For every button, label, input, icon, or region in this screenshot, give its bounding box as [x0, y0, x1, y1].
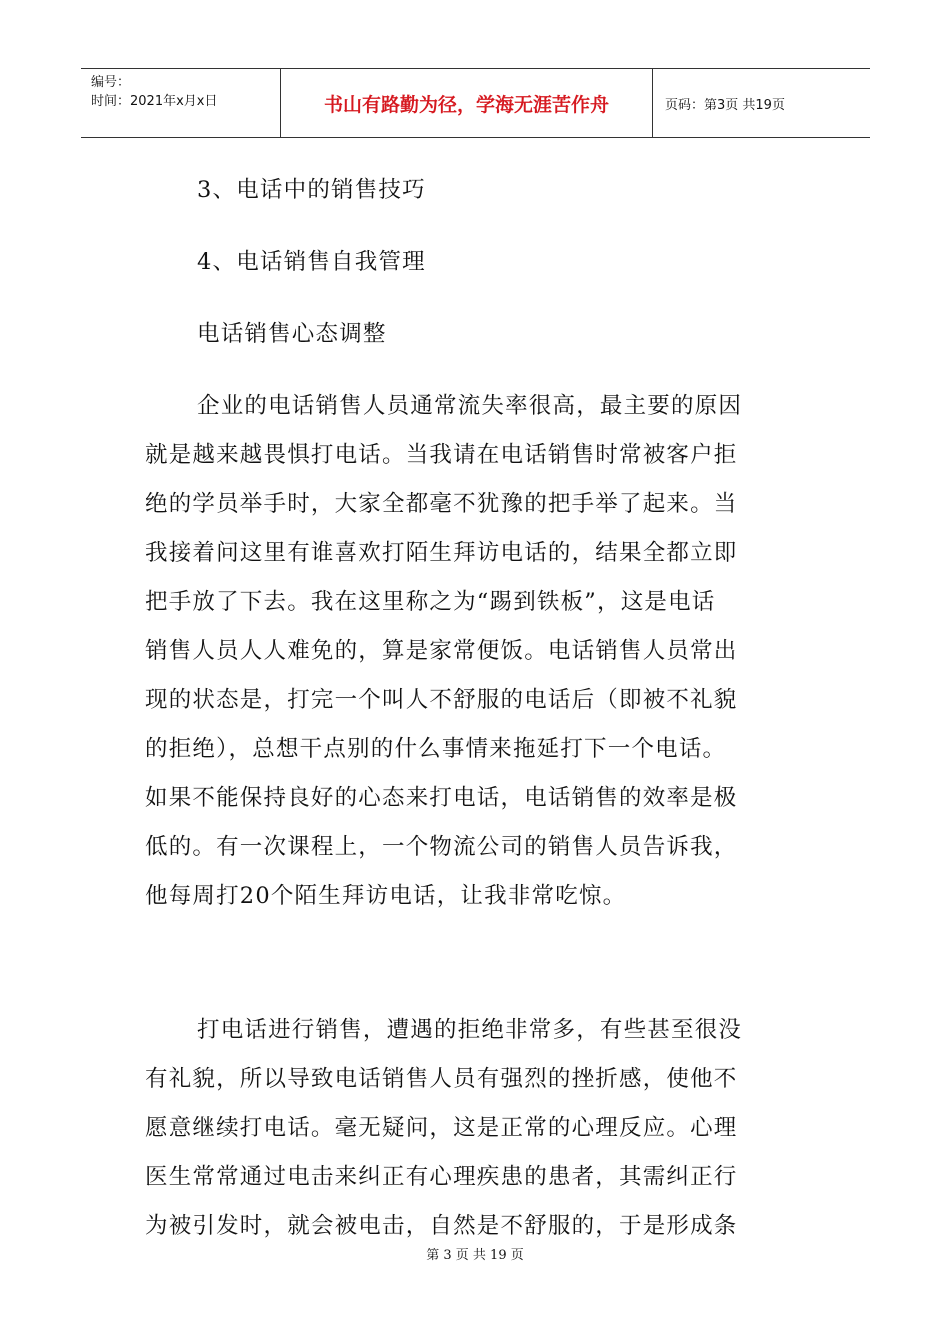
paragraph-line: 医生常常通过电击来纠正有心理疾患的患者，其需纠正行	[145, 1164, 738, 1190]
paragraph-line: 就是越来越畏惧打电话。当我请在电话销售时常被客户拒	[145, 442, 738, 468]
section-heading: 电话销售心态调整	[197, 321, 387, 347]
list-item: 3、电话中的销售技巧	[197, 177, 426, 203]
page-header	[81, 68, 870, 138]
header-motto-cell	[281, 69, 653, 137]
paragraph-line: 低的。有一次课程上，一个物流公司的销售人员告诉我，	[145, 834, 738, 860]
paragraph-line: 打电话进行销售，遭遇的拒绝非常多，有些甚至很没	[197, 1017, 743, 1043]
paragraph-line: 现的状态是，打完一个叫人不舒服的电话后（即被不礼貌	[145, 687, 738, 713]
list-item: 4、电话销售自我管理	[197, 249, 426, 275]
paragraph-line: 我接着问这里有谁喜欢打陌生拜访电话的，结果全都立即	[145, 540, 738, 566]
paragraph-line: 的拒绝），总想干点别的什么事情来拖延打下一个电话。	[145, 736, 727, 762]
header-meta	[81, 69, 281, 137]
header-page-cell	[653, 69, 870, 137]
header-page-info: 页码：第3页 共19页	[665, 97, 785, 113]
paragraph-line: 有礼貌，所以导致电话销售人员有强烈的挫折感，使他不	[145, 1066, 738, 1092]
paragraph	[145, 1006, 785, 1251]
paragraph-line: 企业的电话销售人员通常流失率很高，最主要的原因	[197, 393, 743, 419]
header-motto: 书山有路勤为径，学海无涯苦作舟	[323, 93, 609, 116]
paragraph-line: 愿意继续打电话。毫无疑问，这是正常的心理反应。心理	[145, 1115, 738, 1141]
date-label: 时间：2021年x月x日	[91, 94, 218, 109]
paragraph-line: 销售人员人人难免的，算是家常便饭。电话销售人员常出	[145, 638, 738, 664]
paragraph-line: 绝的学员举手时，大家全都毫不犹豫的把手举了起来。当	[145, 491, 738, 517]
page-footer: 第 3 页 共 19 页	[426, 1248, 524, 1263]
number-label: 编号：	[91, 75, 131, 90]
paragraph-line: 把手放了下去。我在这里称之为“踢到铁板”，这是电话	[145, 589, 716, 615]
paragraph-line: 为被引发时，就会被电击，自然是不舒服的，于是形成条	[145, 1213, 738, 1239]
paragraph-line: 他每周打20个陌生拜访电话，让我非常吃惊。	[145, 883, 627, 909]
paragraph	[145, 382, 785, 921]
paragraph-line: 如果不能保持良好的心态来打电话，电话销售的效率是极	[145, 785, 738, 811]
